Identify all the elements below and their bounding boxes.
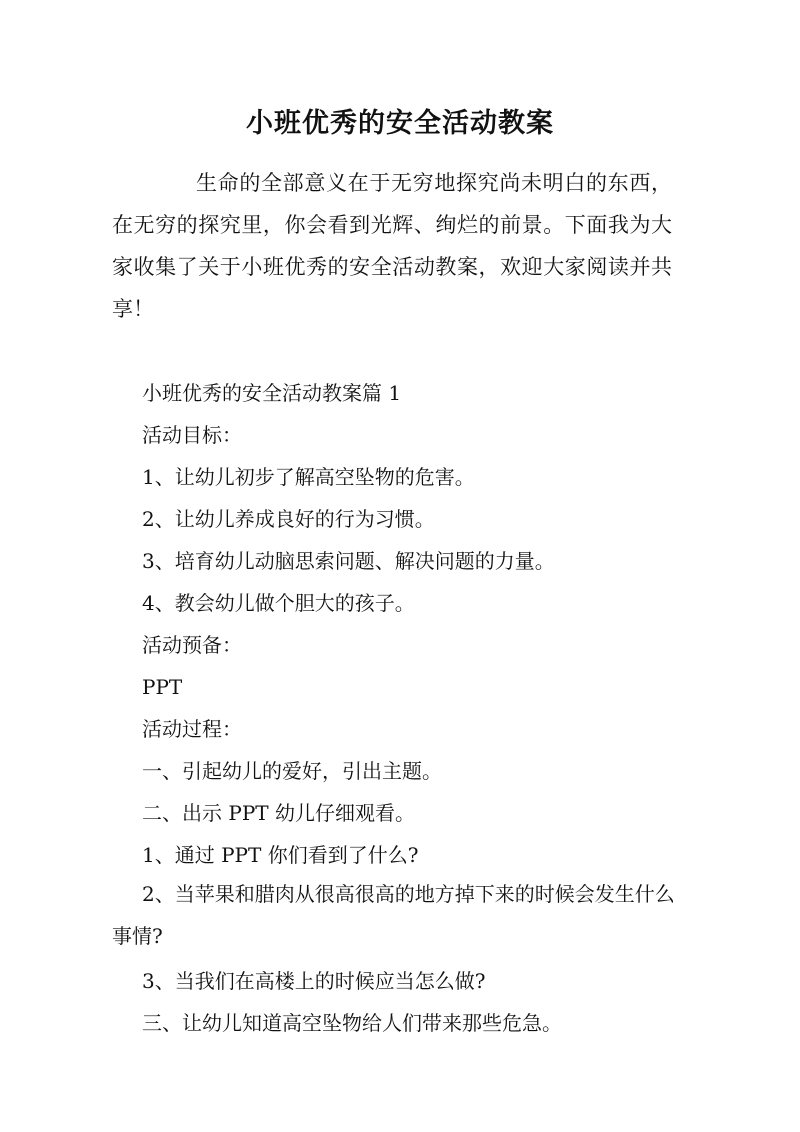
goals-heading: 活动目标： bbox=[142, 423, 242, 447]
question-3: 3、当我们在高楼上的时候应当怎么做? bbox=[142, 969, 486, 993]
section-heading: 小班优秀的安全活动教案篇 1 bbox=[142, 381, 402, 405]
goal-item-2: 2、让幼儿养成良好的行为习惯。 bbox=[142, 507, 435, 531]
goal-item-4: 4、教会幼儿做个胆大的孩子。 bbox=[142, 591, 415, 615]
process-heading: 活动过程： bbox=[142, 717, 242, 741]
process-step-1: 一、引起幼儿的爱好，引出主题。 bbox=[142, 759, 442, 783]
intro-paragraph: 生命的全部意义在于无穷地探究尚未明白的东西，在无穷的探究里，你会看到光辉、绚烂的前景。下面我为大家收集了关于小班优秀的安全活动教案，欢迎大家阅读并共享！ bbox=[112, 171, 672, 321]
prep-heading: 活动预备： bbox=[142, 633, 242, 657]
question-2: 2、当苹果和腊肉从很高很高的地方掉下来的时候会发生什么事情? bbox=[112, 882, 675, 948]
process-step-2: 二、出示 PPT 幼儿仔细观看。 bbox=[142, 801, 415, 825]
document-title: 小班优秀的安全活动教案 bbox=[246, 108, 554, 139]
prep-item: PPT bbox=[142, 675, 183, 699]
goal-item-3: 3、培育幼儿动脑思索问题、解决问题的力量。 bbox=[142, 549, 555, 573]
process-step-3: 三、让幼儿知道高空坠物给人们带来那些危急。 bbox=[142, 1011, 562, 1035]
goal-item-1: 1、让幼儿初步了解高空坠物的危害。 bbox=[142, 465, 475, 489]
question-1: 1、通过 PPT 你们看到了什么? bbox=[142, 843, 419, 867]
